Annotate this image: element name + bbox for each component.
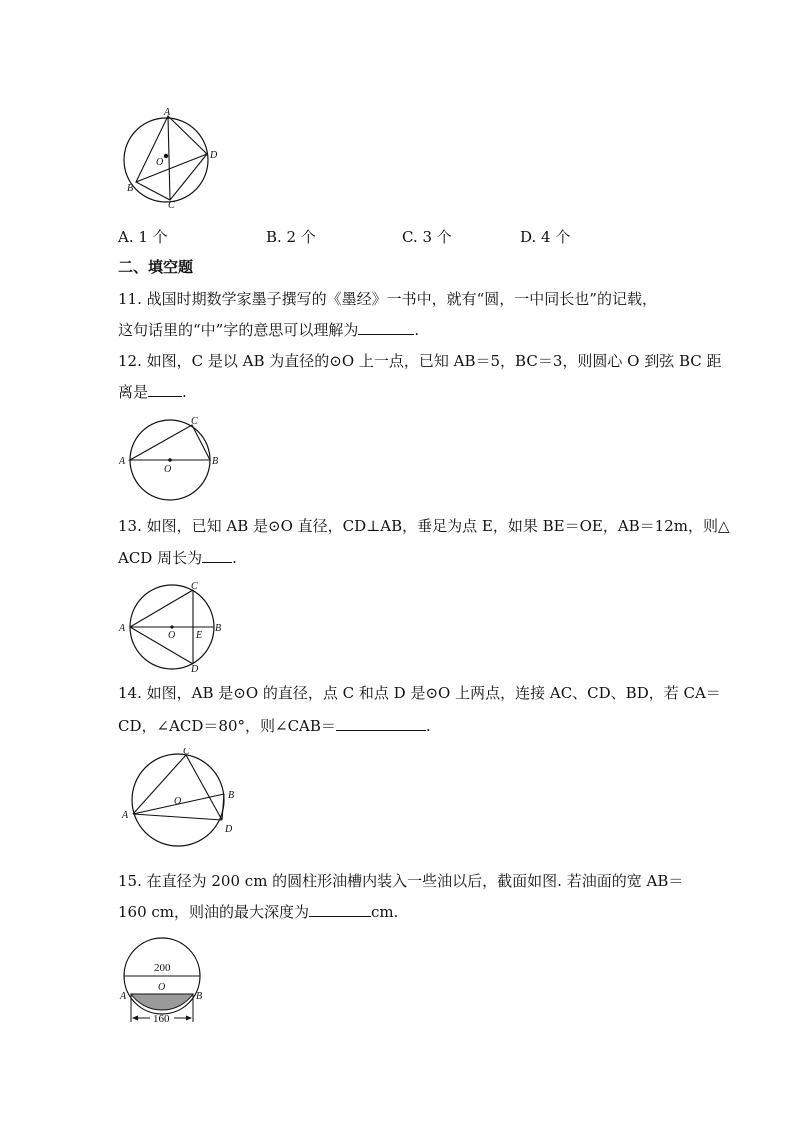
- label-o: O: [156, 157, 164, 168]
- dim-arrow-left: [132, 1016, 138, 1021]
- q11-text: 这句话里的“中”字的意思可以理解为: [118, 321, 359, 339]
- segment-ac: [130, 590, 193, 627]
- center-point: [170, 625, 173, 628]
- label-d: D: [210, 150, 218, 161]
- q13-line-2: [118, 548, 237, 568]
- q12-line-1: 12. 如图，C 是以 AB 为直径的⊙O 上一点，已知 AB＝5，BC＝3，则圆心 O 到弦 BC 距: [118, 352, 722, 370]
- label-o: O: [158, 982, 166, 993]
- label-b: B: [215, 623, 222, 634]
- dim-arrow-right: [186, 1016, 192, 1021]
- label-d: D: [225, 824, 233, 835]
- label-o: O: [174, 796, 182, 807]
- circle-o: [124, 118, 208, 202]
- segment-ad: [130, 627, 193, 664]
- figure-q13: [116, 580, 228, 674]
- label-a: A: [119, 456, 126, 467]
- label-diameter: 200: [154, 962, 171, 974]
- label-c: C: [168, 200, 175, 211]
- label-d: D: [191, 664, 199, 674]
- option-b: B. 2 个: [266, 228, 316, 246]
- section-title: 二、填空题: [118, 258, 194, 276]
- answer-blank[interactable]: [202, 548, 232, 563]
- label-b: B: [127, 183, 134, 194]
- label-e: E: [196, 630, 203, 641]
- diagonal-ac: [168, 116, 170, 200]
- q15-line-2: [118, 902, 398, 922]
- figure-q15: [116, 936, 212, 1028]
- label-c: C: [191, 581, 198, 592]
- q13-line-1: 13. 如图，已知 AB 是⊙O 直径，CD⊥AB，垂足为点 E，如果 BE＝OE，AB＝12m，则△: [118, 517, 730, 535]
- q11-line-2: [118, 320, 419, 340]
- figure-q10: [118, 104, 228, 212]
- label-b: B: [228, 790, 235, 801]
- label-a: A: [164, 107, 171, 118]
- answer-blank[interactable]: [336, 716, 426, 731]
- q14-text: CD，∠ACD＝80°，则∠CAB＝: [118, 717, 336, 735]
- label-a: A: [120, 991, 127, 1002]
- label-b: B: [212, 456, 219, 467]
- answer-blank[interactable]: [358, 320, 414, 335]
- q13-tail: .: [232, 549, 237, 567]
- label-c: C: [191, 416, 198, 427]
- q15-tail: cm.: [371, 903, 399, 921]
- q15-text: 160 cm，则油的最大深度为: [118, 903, 310, 921]
- label-b: B: [196, 991, 203, 1002]
- q12-text: 离是: [118, 383, 149, 401]
- q12-tail: .: [182, 383, 187, 401]
- q14-line-2: [118, 716, 431, 736]
- label-a: A: [122, 810, 129, 821]
- center-point: [164, 154, 168, 158]
- segment-ad: [133, 814, 222, 820]
- q14-tail: .: [425, 717, 431, 735]
- label-o: O: [164, 464, 172, 475]
- q11-line-1: 11. 战国时期数学家墨子撰写的《墨经》一书中，就有“圆，一中同长也”的记载，: [118, 290, 657, 308]
- figure-q14: [118, 748, 246, 856]
- center-point: [168, 458, 172, 462]
- q13-text: ACD 周长为: [118, 549, 203, 567]
- label-chord: 160: [153, 1013, 170, 1025]
- label-o: O: [168, 630, 176, 641]
- answer-blank[interactable]: [148, 382, 182, 397]
- segment-cd: [186, 755, 222, 820]
- q12-line-2: [118, 382, 187, 402]
- q15-line-1: 15. 在直径为 200 cm 的圆柱形油槽内装入一些油以后，截面如图. 若油面的宽 AB＝: [118, 872, 684, 890]
- option-a: A. 1 个: [118, 228, 168, 246]
- answer-blank[interactable]: [309, 902, 371, 917]
- option-c: C. 3 个: [402, 228, 452, 246]
- label-a: A: [119, 623, 126, 634]
- triangle-abc: [130, 425, 210, 460]
- q11-tail: .: [414, 321, 420, 339]
- q14-line-1: 14. 如图，AB 是⊙O 的直径，点 C 和点 D 是⊙O 上两点，连接 AC、CD、BD，若 CA＝: [118, 684, 721, 702]
- option-d: D. 4 个: [520, 228, 571, 246]
- figure-q12: [116, 414, 228, 506]
- label-c: C: [183, 748, 190, 757]
